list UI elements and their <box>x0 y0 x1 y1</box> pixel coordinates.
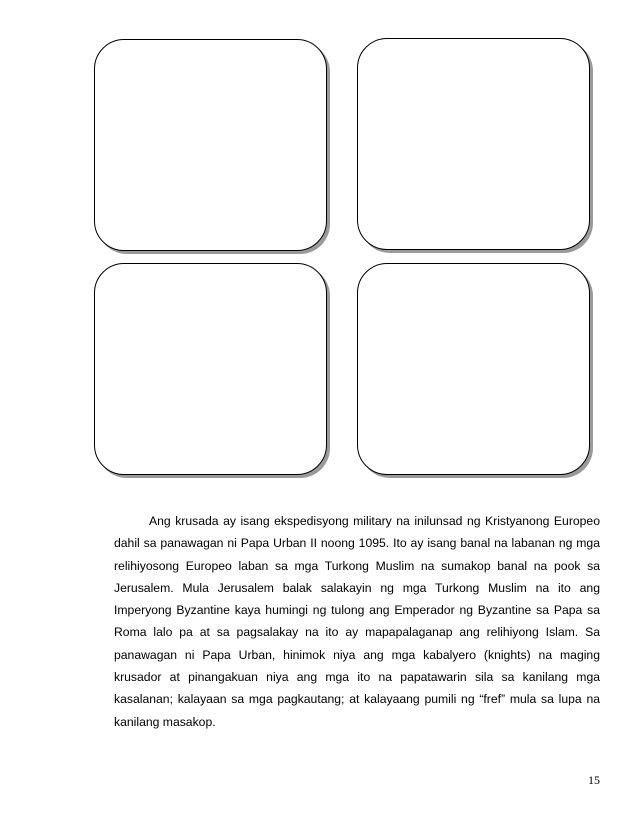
page-number: 15 <box>588 773 600 787</box>
paragraph-text: Ang krusada ay isang ekspedisyong military na inilunsad ng Kristyanong Europeo dahil sa panawagan ni Papa Urban II noong 1095. Ito ay isang banal na labanan ng mga relihiyosong Europeo laban sa mga Turkong Muslim na sumakop banal na pook sa Jerusalem. Mula Jerusalem balak salakayin ng mga Turkong Muslim na ito ang Imperyong Byzantine kaya humingi ng tulong ang Emperador ng Byzantine sa Papa sa Roma lalo pa at sa pagsalakay na ito ay mapapalaganap ang relihiyong Islam. Sa panawagan ni Papa Urban, hinimok niya ang mga kabalyero (knights) na maging krusador at pinangakuan niya ang mga ito na papatawarin sila sa kanilang mga kasalanan; kalayaan sa mga pagkautang; at kalayaang pumili ng “fref” mula sa lupa na kanilang masakop. <box>114 514 600 729</box>
comic-panel-3 <box>94 263 327 475</box>
comic-panel-4 <box>357 263 590 475</box>
comic-panel-1 <box>94 39 327 251</box>
comic-panel-2 <box>357 38 590 250</box>
body-paragraph <box>114 510 600 733</box>
